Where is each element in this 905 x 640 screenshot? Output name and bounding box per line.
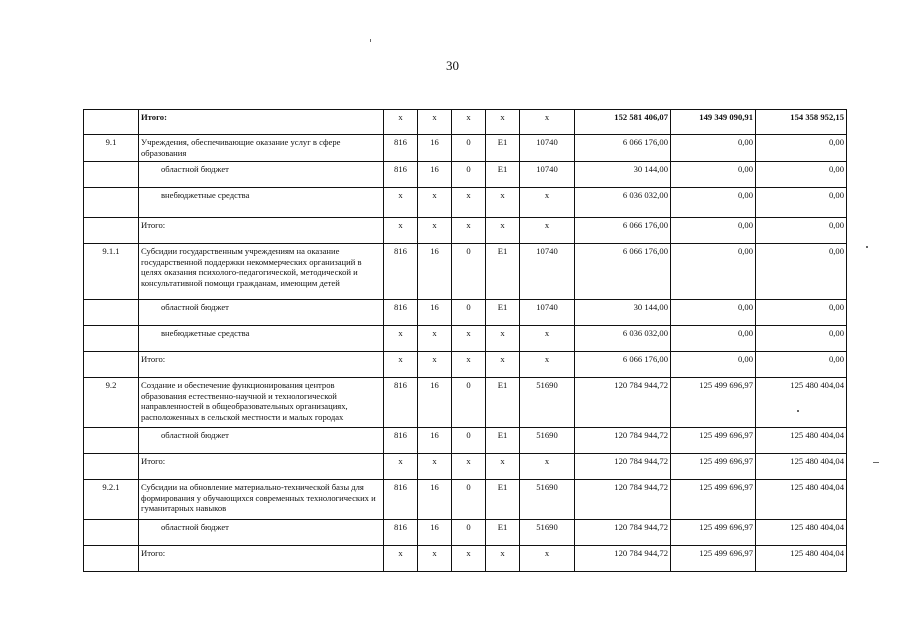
table-row bbox=[84, 454, 847, 480]
row-name-cell: Создание и обеспечение функционирования центров образования естественно-научной и технологической направленностей в общеобразовательных организациях, расположенных в сельской местности и малых городах bbox=[139, 378, 384, 428]
row-name-cell: Итого: bbox=[139, 546, 384, 572]
amount-cell: 0,00 bbox=[671, 135, 756, 162]
row-number-cell bbox=[84, 110, 139, 135]
row-name-cell: внебюджетные средства bbox=[139, 188, 384, 218]
code-cell: 51690 bbox=[520, 480, 575, 520]
amount-cell: 0,00 bbox=[671, 244, 756, 300]
code-cell: х bbox=[418, 218, 452, 244]
amount-cell: 0,00 bbox=[756, 162, 847, 188]
row-name-cell: областной бюджет bbox=[139, 162, 384, 188]
amount-cell: 125 499 696,97 bbox=[671, 378, 756, 428]
code-cell: х bbox=[452, 110, 486, 135]
code-cell: 0 bbox=[452, 300, 486, 326]
code-cell: х bbox=[418, 454, 452, 480]
row-name-cell: Итого: bbox=[139, 454, 384, 480]
row-name-cell: Итого: bbox=[139, 352, 384, 378]
code-cell: х bbox=[418, 326, 452, 352]
amount-cell: 125 499 696,97 bbox=[671, 520, 756, 546]
code-cell: Е1 bbox=[486, 135, 520, 162]
table-row bbox=[84, 218, 847, 244]
code-cell: 16 bbox=[418, 300, 452, 326]
table-row bbox=[84, 546, 847, 572]
table-row bbox=[84, 480, 847, 520]
table-row bbox=[84, 378, 847, 428]
code-cell: 51690 bbox=[520, 378, 575, 428]
code-cell: 16 bbox=[418, 378, 452, 428]
code-cell: 0 bbox=[452, 428, 486, 454]
code-cell: 816 bbox=[384, 428, 418, 454]
code-cell: х bbox=[520, 218, 575, 244]
table-row bbox=[84, 428, 847, 454]
code-cell: 16 bbox=[418, 162, 452, 188]
amount-cell: 6 066 176,00 bbox=[575, 352, 671, 378]
amount-cell: 125 480 404,04 bbox=[756, 454, 847, 480]
code-cell: 816 bbox=[384, 300, 418, 326]
code-cell: х bbox=[486, 326, 520, 352]
amount-cell: 0,00 bbox=[671, 352, 756, 378]
code-cell: 16 bbox=[418, 520, 452, 546]
amount-cell: 0,00 bbox=[756, 244, 847, 300]
code-cell: 816 bbox=[384, 162, 418, 188]
code-cell: х bbox=[520, 546, 575, 572]
amount-cell: 30 144,00 bbox=[575, 162, 671, 188]
amount-cell: 125 480 404,04 bbox=[756, 378, 847, 428]
scan-mark bbox=[797, 410, 799, 412]
code-cell: х bbox=[486, 188, 520, 218]
code-cell: х bbox=[486, 454, 520, 480]
code-cell: х bbox=[520, 454, 575, 480]
code-cell: Е1 bbox=[486, 244, 520, 300]
scan-mark bbox=[370, 39, 371, 42]
code-cell: 0 bbox=[452, 135, 486, 162]
amount-cell: 0,00 bbox=[756, 135, 847, 162]
row-name-cell: Субсидии государственным учреждениям на оказание государственной поддержки некоммерческих организаций в целях оказания психолого-педагогической, методической и консультативной помощи гражданам, имеющим детей bbox=[139, 244, 384, 300]
row-name-cell: Учреждения, обеспечивающие оказание услуг в сфере образования bbox=[139, 135, 384, 162]
code-cell: х bbox=[486, 110, 520, 135]
amount-cell: 154 358 952,15 bbox=[756, 110, 847, 135]
table-row bbox=[84, 520, 847, 546]
row-name-cell: областной бюджет bbox=[139, 520, 384, 546]
code-cell: 816 bbox=[384, 480, 418, 520]
code-cell: х bbox=[520, 110, 575, 135]
row-number-cell bbox=[84, 326, 139, 352]
row-number-cell bbox=[84, 428, 139, 454]
amount-cell: 120 784 944,72 bbox=[575, 378, 671, 428]
code-cell: 816 bbox=[384, 135, 418, 162]
amount-cell: 0,00 bbox=[756, 352, 847, 378]
table-row bbox=[84, 352, 847, 378]
code-cell: х bbox=[486, 546, 520, 572]
row-name-cell: областной бюджет bbox=[139, 428, 384, 454]
code-cell: 0 bbox=[452, 378, 486, 428]
code-cell: х bbox=[486, 352, 520, 378]
code-cell: х bbox=[418, 352, 452, 378]
amount-cell: 152 581 406,07 bbox=[575, 110, 671, 135]
row-number-cell bbox=[84, 546, 139, 572]
amount-cell: 30 144,00 bbox=[575, 300, 671, 326]
code-cell: х bbox=[384, 546, 418, 572]
row-name-cell: Итого: bbox=[139, 218, 384, 244]
row-number-cell: 9.2 bbox=[84, 378, 139, 428]
amount-cell: 6 066 176,00 bbox=[575, 244, 671, 300]
scan-mark bbox=[873, 462, 879, 463]
amount-cell: 0,00 bbox=[756, 326, 847, 352]
code-cell: х bbox=[384, 188, 418, 218]
row-number-cell bbox=[84, 454, 139, 480]
code-cell: х bbox=[452, 188, 486, 218]
row-name-cell: Субсидии на обновление материально-технической базы для формирования у обучающихся современных технологических и гуманитарных навыков bbox=[139, 480, 384, 520]
code-cell: х bbox=[452, 218, 486, 244]
code-cell: 0 bbox=[452, 244, 486, 300]
code-cell: Е1 bbox=[486, 520, 520, 546]
code-cell: х bbox=[452, 326, 486, 352]
row-number-cell: 9.2.1 bbox=[84, 480, 139, 520]
code-cell: х bbox=[452, 454, 486, 480]
amount-cell: 0,00 bbox=[756, 218, 847, 244]
row-number-cell bbox=[84, 300, 139, 326]
code-cell: х bbox=[384, 352, 418, 378]
amount-cell: 0,00 bbox=[671, 218, 756, 244]
amount-cell: 120 784 944,72 bbox=[575, 546, 671, 572]
code-cell: Е1 bbox=[486, 428, 520, 454]
amount-cell: 120 784 944,72 bbox=[575, 520, 671, 546]
code-cell: Е1 bbox=[486, 300, 520, 326]
amount-cell: 125 480 404,04 bbox=[756, 428, 847, 454]
code-cell: 16 bbox=[418, 480, 452, 520]
budget-table bbox=[83, 109, 847, 572]
code-cell: 816 bbox=[384, 378, 418, 428]
amount-cell: 6 036 032,00 bbox=[575, 188, 671, 218]
code-cell: х bbox=[384, 110, 418, 135]
table-row bbox=[84, 300, 847, 326]
code-cell: 0 bbox=[452, 520, 486, 546]
code-cell: 16 bbox=[418, 135, 452, 162]
code-cell: 10740 bbox=[520, 300, 575, 326]
code-cell: 16 bbox=[418, 428, 452, 454]
code-cell: 16 bbox=[418, 244, 452, 300]
code-cell: х bbox=[520, 326, 575, 352]
row-name-cell: Итого: bbox=[139, 110, 384, 135]
code-cell: х bbox=[486, 218, 520, 244]
amount-cell: 120 784 944,72 bbox=[575, 454, 671, 480]
amount-cell: 125 480 404,04 bbox=[756, 520, 847, 546]
code-cell: х bbox=[520, 188, 575, 218]
code-cell: 10740 bbox=[520, 135, 575, 162]
amount-cell: 120 784 944,72 bbox=[575, 428, 671, 454]
amount-cell: 149 349 090,91 bbox=[671, 110, 756, 135]
amount-cell: 6 066 176,00 bbox=[575, 218, 671, 244]
code-cell: 816 bbox=[384, 244, 418, 300]
code-cell: х bbox=[418, 546, 452, 572]
code-cell: 51690 bbox=[520, 520, 575, 546]
amount-cell: 0,00 bbox=[671, 188, 756, 218]
row-number-cell bbox=[84, 352, 139, 378]
row-number-cell: 9.1 bbox=[84, 135, 139, 162]
row-number-cell bbox=[84, 188, 139, 218]
code-cell: 0 bbox=[452, 162, 486, 188]
amount-cell: 0,00 bbox=[671, 326, 756, 352]
code-cell: х bbox=[418, 188, 452, 218]
table-row bbox=[84, 110, 847, 135]
code-cell: 0 bbox=[452, 480, 486, 520]
row-number-cell bbox=[84, 218, 139, 244]
code-cell: 816 bbox=[384, 520, 418, 546]
code-cell: Е1 bbox=[486, 162, 520, 188]
code-cell: 10740 bbox=[520, 162, 575, 188]
amount-cell: 6 066 176,00 bbox=[575, 135, 671, 162]
table-row bbox=[84, 244, 847, 300]
scan-mark bbox=[866, 246, 868, 248]
code-cell: х bbox=[520, 352, 575, 378]
amount-cell: 125 480 404,04 bbox=[756, 480, 847, 520]
amount-cell: 0,00 bbox=[756, 188, 847, 218]
table-row bbox=[84, 188, 847, 218]
code-cell: х bbox=[418, 110, 452, 135]
amount-cell: 6 036 032,00 bbox=[575, 326, 671, 352]
row-number-cell bbox=[84, 162, 139, 188]
amount-cell: 0,00 bbox=[756, 300, 847, 326]
amount-cell: 125 480 404,04 bbox=[756, 546, 847, 572]
amount-cell: 125 499 696,97 bbox=[671, 480, 756, 520]
amount-cell: 0,00 bbox=[671, 162, 756, 188]
page-number: 30 bbox=[446, 58, 459, 73]
row-name-cell: внебюджетные средства bbox=[139, 326, 384, 352]
row-number-cell bbox=[84, 520, 139, 546]
table-row bbox=[84, 135, 847, 162]
row-name-cell: областной бюджет bbox=[139, 300, 384, 326]
amount-cell: 125 499 696,97 bbox=[671, 546, 756, 572]
code-cell: х bbox=[452, 352, 486, 378]
row-number-cell: 9.1.1 bbox=[84, 244, 139, 300]
code-cell: Е1 bbox=[486, 480, 520, 520]
code-cell: х bbox=[452, 546, 486, 572]
table-row bbox=[84, 326, 847, 352]
amount-cell: 0,00 bbox=[671, 300, 756, 326]
code-cell: х bbox=[384, 218, 418, 244]
amount-cell: 125 499 696,97 bbox=[671, 428, 756, 454]
code-cell: х bbox=[384, 454, 418, 480]
amount-cell: 120 784 944,72 bbox=[575, 480, 671, 520]
amount-cell: 125 499 696,97 bbox=[671, 454, 756, 480]
code-cell: 10740 bbox=[520, 244, 575, 300]
code-cell: х bbox=[384, 326, 418, 352]
table-row bbox=[84, 162, 847, 188]
code-cell: Е1 bbox=[486, 378, 520, 428]
code-cell: 51690 bbox=[520, 428, 575, 454]
